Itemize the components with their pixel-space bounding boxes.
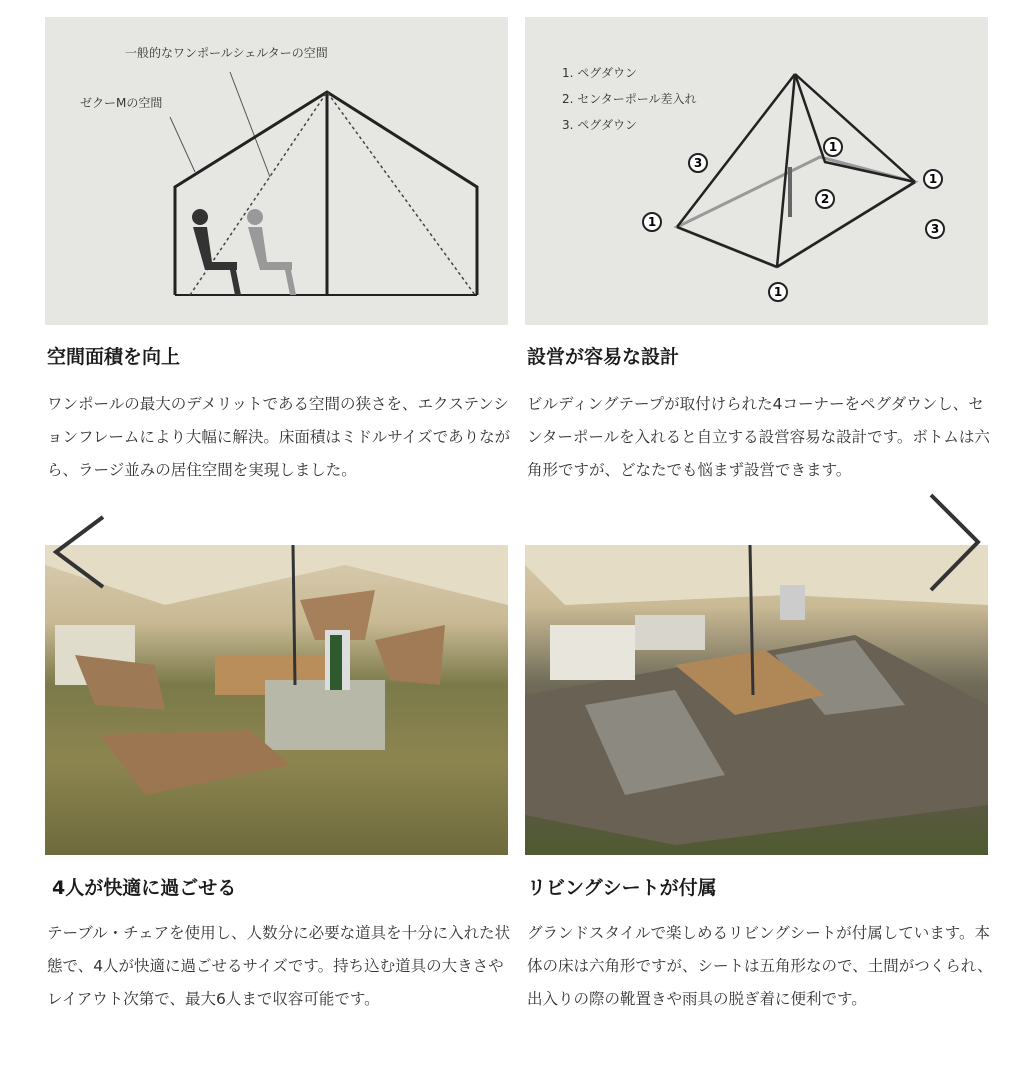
section-body: ビルディングテープが取付けられた4コーナーをペグダウンし、センターポールを入れると自立する設営容易な設計です。ボトムは六角形ですが、どなたでも悩まず設営できます。 xyxy=(527,395,990,479)
tent-interior-photo-chairs xyxy=(45,545,508,855)
chevron-right-icon xyxy=(926,490,986,600)
setup-steps-illustration xyxy=(525,17,988,325)
label-zeku-space: ゼクーMの空間 xyxy=(80,96,163,110)
step-1: 1. ペグダウン xyxy=(562,66,638,80)
section-body: テーブル・チェアを使用し、人数分に必要な道具を十分に入れた状態で、4人が快適に過ごせるサイズです。持ち込む道具の大きさやレイアウト次第で、最大6人まで収容可能です。 xyxy=(47,924,511,1008)
carousel-next-button[interactable] xyxy=(926,490,986,600)
label-general-shelter: 一般的なワンポールシェルターの空間 xyxy=(125,46,328,60)
seated-person-icon xyxy=(247,209,296,295)
space-diagram xyxy=(45,17,508,325)
seated-person-icon xyxy=(192,209,241,295)
chevron-left-icon xyxy=(48,512,108,592)
svg-text:1: 1 xyxy=(828,140,838,154)
svg-text:3: 3 xyxy=(930,222,940,236)
section-body: ワンポールの最大のデメリットである空間の狭さを、エクステンションフレームにより大幅に解決。床面積はミドルサイズでありながら、ラージ並みの居住空間を実現しました。 xyxy=(47,395,511,479)
step-3: 3. ペグダウン xyxy=(562,118,638,132)
marker-1-icon xyxy=(769,283,787,301)
tent-interior-photo-living-sheet xyxy=(525,545,988,855)
marker-2-icon xyxy=(816,190,834,208)
svg-text:2: 2 xyxy=(820,192,830,206)
tent-space-illustration xyxy=(45,17,508,325)
section-title: リビングシートが付属 xyxy=(527,877,717,899)
marker-1-icon xyxy=(824,138,842,156)
marker-3-icon xyxy=(689,154,707,172)
carousel-prev-button[interactable] xyxy=(48,512,108,592)
svg-text:1: 1 xyxy=(928,172,938,186)
marker-1-icon xyxy=(643,213,661,231)
step-2: 2. センターポール差入れ xyxy=(562,92,697,106)
svg-text:1: 1 xyxy=(773,285,783,299)
marker-3-icon xyxy=(926,220,944,238)
section-body: グランドスタイルで楽しめるリビングシートが付属しています。本体の床は六角形ですが、シートは五角形なので、土間がつくられ、出入りの際の靴置きや雨具の脱ぎ着に便利です。 xyxy=(527,924,993,1008)
section-title: 空間面積を向上 xyxy=(47,346,181,368)
svg-text:1: 1 xyxy=(647,215,657,229)
svg-text:3: 3 xyxy=(693,156,703,170)
setup-diagram xyxy=(525,17,988,325)
section-title: 設営が容易な設計 xyxy=(527,346,680,368)
marker-1-icon xyxy=(924,170,942,188)
section-title: 4人が快適に過ごせる xyxy=(52,877,237,899)
